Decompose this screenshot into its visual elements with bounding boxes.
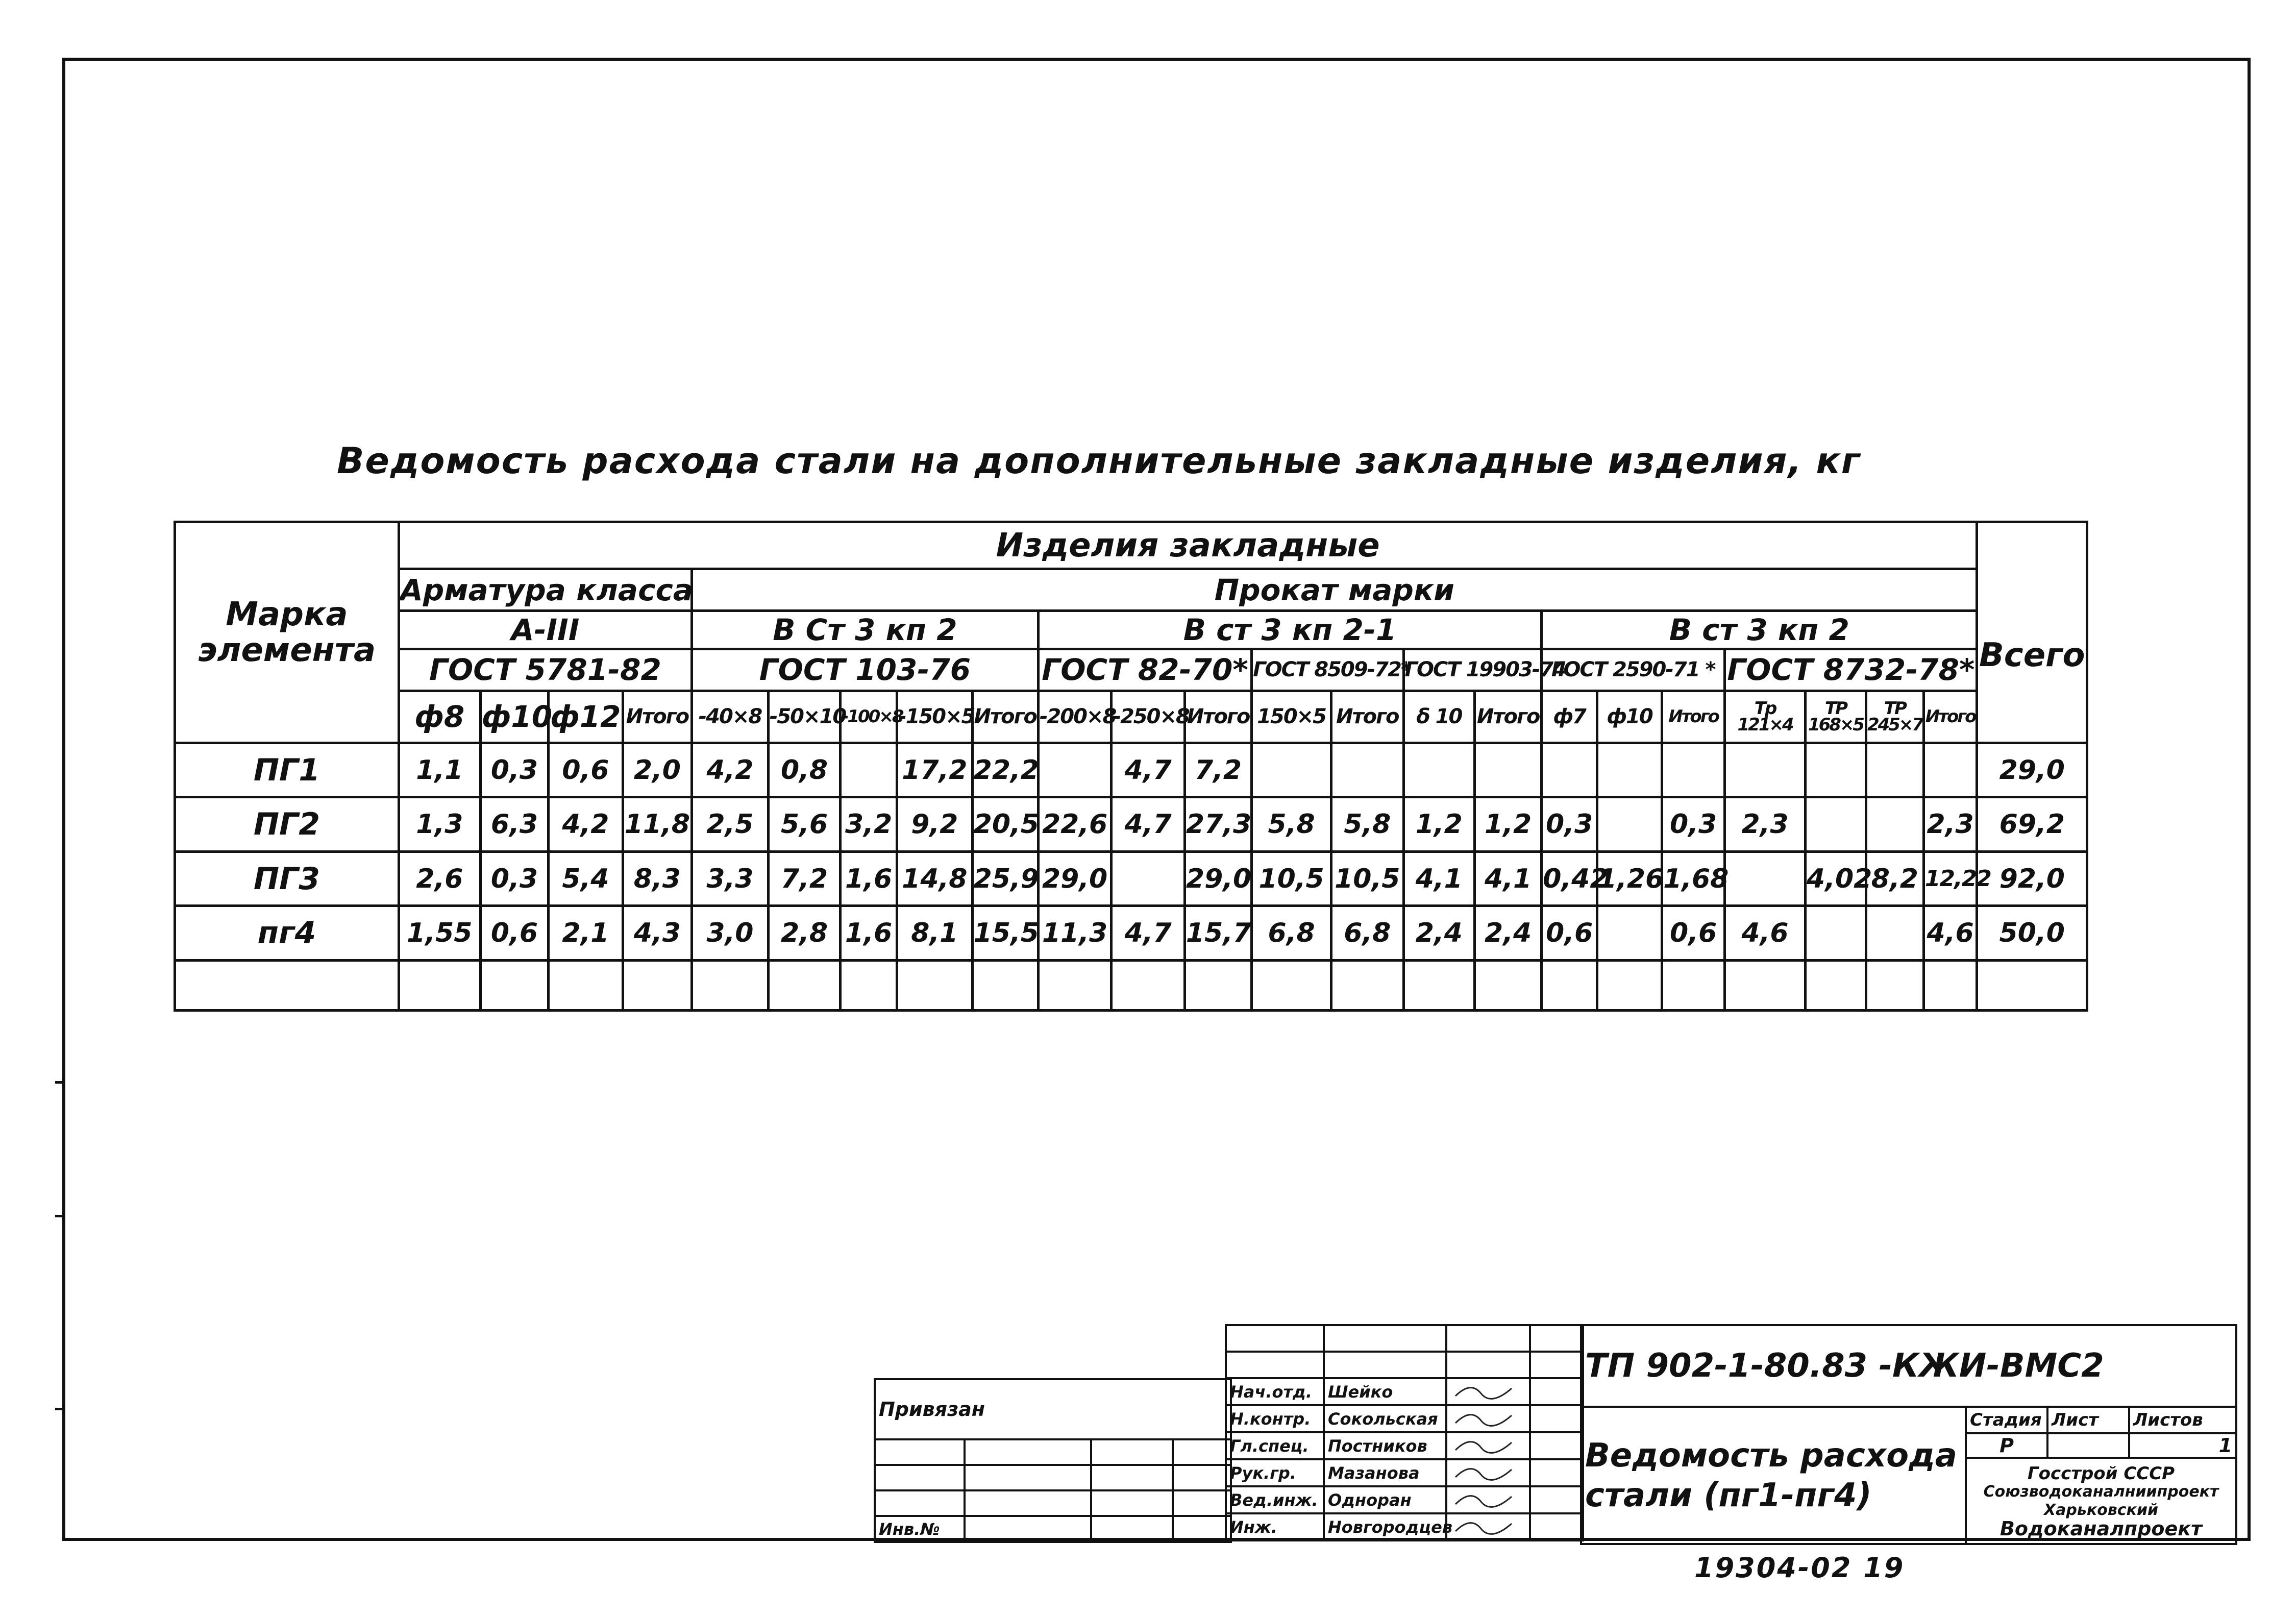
signature: [1446, 1459, 1530, 1486]
stadia-value: Р: [1966, 1433, 2047, 1458]
sub-header: -50×10: [768, 691, 841, 743]
table-cell: 2,4: [1403, 906, 1474, 960]
sub-header: Итого: [1662, 691, 1725, 743]
doc-code: ТП 902-1-80.83 -КЖИ-ВМС2: [1581, 1325, 2236, 1407]
sub-header: Итого: [1923, 691, 1977, 743]
table-cell: 11,8: [623, 797, 692, 851]
gost-2590: ГОСТ 2590-71 *: [1542, 649, 1725, 691]
signature: [1446, 1486, 1530, 1513]
table-cell: 22,2: [972, 743, 1038, 797]
signature: [1446, 1513, 1530, 1540]
table-cell: 3,2: [841, 797, 897, 851]
table-cell: 10,5: [1331, 851, 1404, 905]
table-cell: 29,0: [1977, 743, 2087, 797]
table-cell: 2,4: [1474, 906, 1541, 960]
sub-header: Итого: [1184, 691, 1251, 743]
table-cell: 4,6: [1725, 906, 1806, 960]
table-cell: 4,02: [1806, 851, 1866, 905]
table-row: [175, 743, 2087, 797]
role-label: Н.контр.: [1226, 1405, 1324, 1432]
date-cell: [1530, 1459, 1583, 1486]
table-cell: [841, 743, 897, 797]
binding-block: [874, 1378, 1232, 1543]
sub-header: Тр 121×4: [1725, 691, 1806, 743]
table-cell: 17,2: [897, 743, 972, 797]
steel-grade-1: В Ст 3 кп 2: [692, 610, 1039, 649]
table-cell: [1725, 743, 1806, 797]
role-label: Вед.инж.: [1226, 1486, 1324, 1513]
date-cell: [1530, 1378, 1583, 1405]
sub-header: -200×8: [1038, 691, 1112, 743]
listov-value: 1: [2129, 1433, 2236, 1458]
table-cell: 0,6: [1542, 906, 1597, 960]
table-cell: 6,3: [480, 797, 548, 851]
row-mark: ПГ1: [175, 743, 399, 797]
table-cell: 4,3: [623, 906, 692, 960]
stadia-label: Стадия: [1966, 1407, 2047, 1433]
table-cell: 2,3: [1923, 797, 1977, 851]
table-cell: 0,3: [1662, 797, 1725, 851]
sub-header: -150×5: [897, 691, 972, 743]
role-label: Нач.отд.: [1226, 1378, 1324, 1405]
table-cell: [1806, 743, 1866, 797]
table-cell: 4,2: [549, 797, 623, 851]
table-cell: 50,0: [1977, 906, 2087, 960]
table-cell: 0,3: [1542, 797, 1597, 851]
table-cell: 4,7: [1112, 743, 1185, 797]
table-cell: 9,2: [897, 797, 972, 851]
footer-number: 19304-02 19: [1694, 1552, 1905, 1584]
sub-header: ф7: [1542, 691, 1597, 743]
role-label: Рук.гр.: [1226, 1459, 1324, 1486]
table-cell: 8,1: [897, 906, 972, 960]
table-cell: 0,6: [480, 906, 548, 960]
table-cell: 27,3: [1184, 797, 1251, 851]
col-mark-header: Марка элемента: [175, 522, 399, 743]
privyazan-label: Привязан: [875, 1379, 1231, 1439]
steel-grade-3: В ст 3 кп 2: [1542, 610, 1977, 649]
list-value: [2047, 1433, 2129, 1458]
table-cell: 4,7: [1112, 906, 1185, 960]
gost-8509: ГОСТ 8509-72*: [1252, 649, 1403, 691]
table-cell: 4,1: [1474, 851, 1541, 905]
table-cell: [1806, 797, 1866, 851]
sub-header: δ 10: [1403, 691, 1474, 743]
table-cell: 2,3: [1725, 797, 1806, 851]
sub-header: ф12: [549, 691, 623, 743]
table-cell: 1,68: [1662, 851, 1725, 905]
list-label: Лист: [2047, 1407, 2129, 1433]
frame-tick: [55, 1408, 63, 1410]
table-cell: [1597, 797, 1662, 851]
table-cell: 4,2: [692, 743, 769, 797]
sub-header: Итого: [1474, 691, 1541, 743]
table-cell: [1866, 906, 1923, 960]
table-cell: 29,0: [1038, 851, 1112, 905]
table-cell: 2,5: [692, 797, 769, 851]
table-cell: 5,8: [1331, 797, 1404, 851]
table-cell: 1,1: [399, 743, 480, 797]
table-cell: 3,0: [692, 906, 769, 960]
signature: [1446, 1405, 1530, 1432]
table-cell: 1,6: [841, 906, 897, 960]
armature-header: Арматура класса: [399, 569, 692, 611]
table-cell: [1403, 743, 1474, 797]
table-cell: 5,4: [549, 851, 623, 905]
table-cell: 4,7: [1112, 797, 1185, 851]
table-cell: 92,0: [1977, 851, 2087, 905]
table-cell: 5,6: [768, 797, 841, 851]
row-mark: пг4: [175, 906, 399, 960]
table-cell: [1662, 743, 1725, 797]
page-title: Ведомость расхода стали на дополнительные закладные изделия, кг: [337, 440, 1861, 482]
table-cell: 1,2: [1474, 797, 1541, 851]
date-cell: [1530, 1513, 1583, 1540]
table-cell: 0,8: [768, 743, 841, 797]
person-name: Мазанова: [1324, 1459, 1446, 1486]
sub-header: ф8: [399, 691, 480, 743]
sub-header: ТР 245×7: [1866, 691, 1923, 743]
role-label: Инж.: [1226, 1513, 1324, 1540]
person-name: Сокольская: [1324, 1405, 1446, 1432]
table-cell: 12,22: [1923, 851, 1977, 905]
person-name: Новгородцев: [1324, 1513, 1446, 1540]
table-cell: 1,26: [1597, 851, 1662, 905]
table-cell: 8,3: [623, 851, 692, 905]
date-cell: [1530, 1405, 1583, 1432]
frame-tick: [55, 1081, 63, 1084]
table-cell: 2,6: [399, 851, 480, 905]
sub-header: Итого: [972, 691, 1038, 743]
table-cell: [1597, 743, 1662, 797]
table-cell: 0,3: [480, 743, 548, 797]
table-cell: 0,3: [480, 851, 548, 905]
date-cell: [1530, 1432, 1583, 1459]
gost-8732: ГОСТ 8732-78*: [1725, 649, 1977, 691]
table-cell: [1331, 743, 1404, 797]
table-cell: 22,6: [1038, 797, 1112, 851]
sub-header: Итого: [623, 691, 692, 743]
table-row: [175, 797, 2087, 851]
table-cell: [1725, 851, 1806, 905]
table-cell: 20,5: [972, 797, 1038, 851]
armature-class: А-III: [399, 610, 692, 649]
table-cell: 5,8: [1252, 797, 1331, 851]
doc-title: Ведомость расхода стали (пг1-пг4): [1581, 1407, 1966, 1544]
sub-header: -100×8: [841, 691, 897, 743]
table-cell: 1,6: [841, 851, 897, 905]
table-cell: [1474, 743, 1541, 797]
table-cell: 15,5: [972, 906, 1038, 960]
table-cell: [1866, 797, 1923, 851]
row-mark: ПГ3: [175, 851, 399, 905]
table-cell: [1542, 743, 1597, 797]
table-cell: 15,7: [1184, 906, 1251, 960]
table-cell: 1,55: [399, 906, 480, 960]
table-cell: [1038, 743, 1112, 797]
signature: [1446, 1378, 1530, 1405]
frame-tick: [55, 1215, 63, 1217]
sub-header: -40×8: [692, 691, 769, 743]
table-cell: [1866, 743, 1923, 797]
table-cell: [1252, 743, 1331, 797]
person-name: Одноран: [1324, 1486, 1446, 1513]
person-name: Шейко: [1324, 1378, 1446, 1405]
table-cell: 4,1: [1403, 851, 1474, 905]
row-mark: ПГ2: [175, 797, 399, 851]
role-label: Гл.спец.: [1226, 1432, 1324, 1459]
table-cell: [1112, 851, 1185, 905]
inv-no-label: Инв.№: [875, 1516, 965, 1542]
table-cell: 4,6: [1923, 906, 1977, 960]
table-cell: 14,8: [897, 851, 972, 905]
table-cell: 6,8: [1252, 906, 1331, 960]
sub-header: 150×5: [1252, 691, 1331, 743]
group-main-header: Изделия закладные: [399, 522, 1977, 569]
table-cell: 0,6: [549, 743, 623, 797]
table-cell: 29,0: [1184, 851, 1251, 905]
signature: [1446, 1432, 1530, 1459]
table-cell: 2,0: [623, 743, 692, 797]
sub-header: -250×8: [1112, 691, 1185, 743]
table-cell: 7,2: [768, 851, 841, 905]
table-cell: 2,1: [549, 906, 623, 960]
sub-header: Итого: [1331, 691, 1404, 743]
table-cell: 6,8: [1331, 906, 1404, 960]
gost-103: ГОСТ 103-76: [692, 649, 1039, 691]
table-row: [175, 906, 2087, 960]
rolled-header: Прокат марки: [692, 569, 1977, 611]
steel-grade-2: В ст 3 кп 2-1: [1038, 610, 1541, 649]
table-cell: 0,42: [1542, 851, 1597, 905]
gost-19903: ГОСТ 19903-74: [1403, 649, 1542, 691]
table-cell: 0,6: [1662, 906, 1725, 960]
table-row: [175, 851, 2087, 905]
gost-5781: ГОСТ 5781-82: [399, 649, 692, 691]
table-cell: 1,3: [399, 797, 480, 851]
table-cell: 11,3: [1038, 906, 1112, 960]
empty-row: [175, 960, 2087, 1010]
table-cell: 7,2: [1184, 743, 1251, 797]
person-name: Постников: [1324, 1432, 1446, 1459]
table-cell: 25,9: [972, 851, 1038, 905]
col-total-header: Всего: [1977, 569, 2087, 743]
document-block: [1580, 1324, 2237, 1545]
steel-table: [174, 521, 2088, 1012]
signature-block: [1225, 1324, 1584, 1541]
table-cell: [1806, 906, 1866, 960]
organization: Госстрой СССР Союзводоканалниипроект Харьковский Водоканалпроект: [1966, 1458, 2236, 1544]
table-cell: [1597, 906, 1662, 960]
table-cell: 1,2: [1403, 797, 1474, 851]
table-cell: 69,2: [1977, 797, 2087, 851]
date-cell: [1530, 1486, 1583, 1513]
table-cell: 10,5: [1252, 851, 1331, 905]
table-cell: [1923, 743, 1977, 797]
listov-label: Листов: [2129, 1407, 2236, 1433]
sub-header: ТР 168×5: [1806, 691, 1866, 743]
table-cell: 3,3: [692, 851, 769, 905]
gost-82: ГОСТ 82-70*: [1038, 649, 1251, 691]
table-cell: 2,8: [768, 906, 841, 960]
sub-header: ф10: [480, 691, 548, 743]
table-cell: 8,2: [1866, 851, 1923, 905]
sub-header: ф10: [1597, 691, 1662, 743]
